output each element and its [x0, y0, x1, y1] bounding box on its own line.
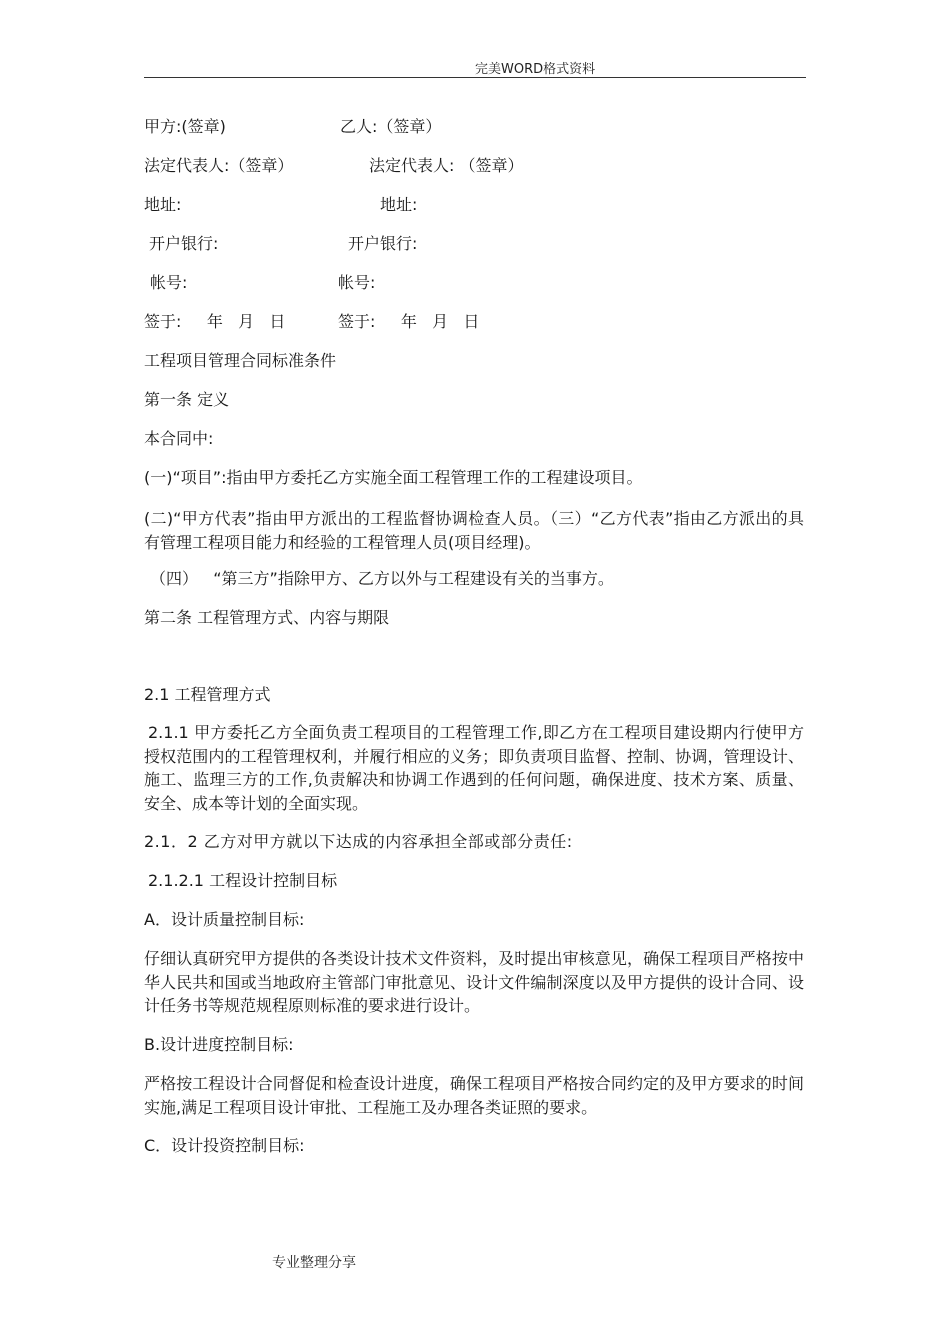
- item-c-heading: C．设计投资控制目标:: [144, 1136, 305, 1155]
- account-b-label: 帐号:: [338, 273, 376, 292]
- header-text: 完美WORD格式资料: [475, 62, 596, 77]
- item-b-heading: B.设计进度控制目标:: [144, 1035, 294, 1054]
- article-1-heading: 第一条 定义: [144, 390, 230, 409]
- section-2-1-2-1-heading: 2.1.2.1 工程设计控制目标: [148, 871, 338, 890]
- signed-a-label: 签于: 年 月 日: [144, 312, 286, 331]
- definition-1: (一)“项目”:指由甲方委托乙方实施全面工程管理工作的工程建设项目。: [144, 468, 643, 487]
- address-b-label: 地址:: [380, 195, 418, 214]
- section-2-1-2-text: 2.1．2 乙方对甲方就以下达成的内容承担全部或部分责任:: [144, 832, 573, 851]
- conditions-title: 工程项目管理合同标准条件: [144, 351, 337, 370]
- article-2-heading: 第二条 工程管理方式、内容与期限: [144, 608, 390, 627]
- item-b-text: 严格按工程设计合同督促和检查设计进度，确保工程项目严格按合同约定的及甲方要求的时间实施,满足工程项目设计审批、工程施工及办理各类证照的要求。: [144, 1074, 804, 1117]
- rep-a-label: 法定代表人:（签章）: [144, 156, 294, 175]
- rep-b-label: 法定代表人: （签章）: [369, 156, 524, 175]
- bank-b-label: 开户银行:: [348, 234, 418, 253]
- section-2-1-1-text: 2.1.1 甲方委托乙方全面负责工程项目的工程管理工作,即乙方在工程项目建设期内行使甲方授权范围内的工程管理权利，并履行相应的义务；即负责项目监督、控制、协调，管理设计、施工、监理三方的工作,负责解决和协调工作遇到的任何问题，确保进度、技术方案、质量、安全、成本等计划的全面实现。: [144, 723, 804, 813]
- header-rule: [144, 77, 806, 78]
- section-2-1-heading: 2.1 工程管理方式: [144, 685, 271, 704]
- intro-text: 本合同中:: [144, 429, 214, 448]
- definition-4: （四） “第三方”指除甲方、乙方以外与工程建设有关的当事方。: [150, 569, 614, 588]
- party-a-label: 甲方:(签章): [144, 117, 226, 136]
- item-a-heading: A．设计质量控制目标:: [144, 910, 305, 929]
- signed-b-label: 签于: 年 月 日: [338, 312, 480, 331]
- definition-2-3: (二)“甲方代表”指由甲方派出的工程监督协调检查人员。（三）“乙方代表”指由乙方派出的具有管理工程项目能力和经验的工程管理人员(项目经理)。: [144, 509, 804, 552]
- bank-a-label: 开户银行:: [149, 234, 219, 253]
- item-a-text: 仔细认真研究甲方提供的各类设计技术文件资料，及时提出审核意见，确保工程项目严格按中华人民共和国或当地政府主管部门审批意见、设计文件编制深度以及甲方提供的设计合同、设计任务书等规范规程原则标准的要求进行设计。: [144, 949, 804, 1015]
- party-b-label: 乙人:（签章）: [340, 117, 442, 136]
- page-footer: 专业整理分享: [272, 1255, 356, 1271]
- address-a-label: 地址:: [144, 195, 182, 214]
- account-a-label: 帐号:: [150, 273, 188, 292]
